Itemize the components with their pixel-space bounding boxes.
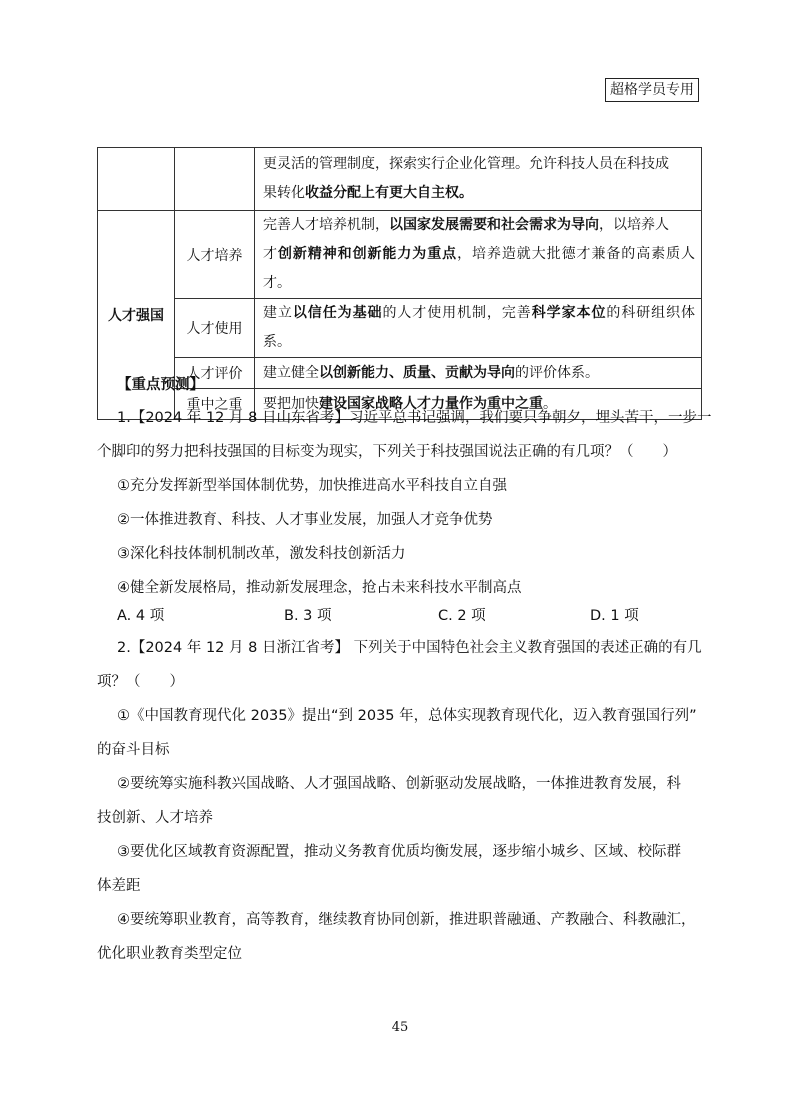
section-title: 【重点预测】: [117, 377, 204, 393]
q1-stem-line1: 1.【2024 年 12 月 8 日山东省考】习近平总书记强调，我们要只争朝夕，埋头苦干，一步一: [117, 410, 712, 426]
q2-item-line2: 技创新、人才培养: [97, 810, 213, 826]
cell-text: 要把加快: [263, 395, 319, 412]
cell-text: 更灵活的管理制度，探索实行企业化管理。允许科技人员在科技成: [263, 156, 669, 172]
cell-text: 才: [263, 246, 278, 262]
q2-item-line1: ④要统筹职业教育，高等教育，继续教育协同创新，推进职普融通、产教融合、科教融汇，: [117, 912, 696, 928]
q2-item-line1: ②要统筹实施科教兴国战略、人才强国战略、创新驱动发展战略，一体推进教育发展，科: [117, 776, 681, 792]
table-cell-empty: [175, 148, 255, 211]
row-label: 人才评价: [175, 358, 255, 389]
q1-item: ②一体推进教育、科技、人才事业发展，加强人才竞争优势: [117, 512, 493, 528]
option-c[interactable]: C. 2 项: [438, 608, 486, 624]
table-cell-content: [255, 148, 702, 211]
table-cell-content: [255, 358, 702, 389]
group-label-talent: 人才强国: [98, 211, 175, 420]
cell-text-bold: 。: [459, 185, 473, 201]
cell-text-bold: 以国家发展需要和社会需求为导向: [389, 217, 599, 233]
q2-item-line2: 优化职业教育类型定位: [97, 946, 242, 962]
cell-text-bold: 创新精神和创新能力为重点: [277, 246, 458, 262]
q2-stem-line2: 项？（ ）: [97, 674, 184, 690]
cell-text: 的评价体系。: [515, 364, 599, 381]
cell-text: 的科研组织体系。: [263, 305, 696, 350]
table-cell-empty: [98, 148, 175, 211]
row-label: 重中之重: [175, 389, 255, 420]
cell-text-bold: 以信任为基础: [292, 305, 383, 321]
q1-item: ④健全新发展格局，推动新发展理念，抢占未来科技水平制高点: [117, 580, 522, 596]
row-label: 人才使用: [175, 299, 255, 358]
q1-stem-line2: 个脚印的努力把科技强国的目标变为现实，下列关于科技强国说法正确的有几项？（ ）: [97, 444, 677, 460]
cell-text: ，以培养人: [599, 217, 669, 233]
cell-text: ，培养造就大批德才兼备的高素质人才。: [263, 246, 696, 291]
cell-text: 建立: [263, 305, 293, 321]
q2-item-line2: 的奋斗目标: [97, 742, 170, 758]
row-label: 人才培养: [175, 211, 255, 299]
cell-text-bold: 建设国家战略人才力量作为重中之重: [319, 395, 543, 412]
q2-stem-line1: 2.【2024 年 12 月 8 日浙江省考】 下列关于中国特色社会主义教育强国的表述正确的有几: [117, 640, 702, 656]
cell-text: 。: [543, 395, 557, 412]
q1-item: ①充分发挥新型举国体制优势，加快推进高水平科技自立自强: [117, 478, 507, 494]
cell-text-bold: 收益分配上有更大自主权: [305, 185, 459, 201]
cell-text: 果转化: [263, 185, 305, 201]
table-row: [98, 148, 702, 211]
member-only-tag: 超格学员专用: [605, 78, 699, 102]
cell-text: 建立健全: [263, 364, 319, 381]
option-d[interactable]: D. 1 项: [590, 608, 639, 624]
page-number: 45: [391, 1020, 409, 1035]
cell-text-bold: 科学家本位: [531, 305, 607, 321]
q1-item: ③深化科技体制机制改革，激发科技创新活力: [117, 546, 406, 562]
option-a[interactable]: A. 4 项: [117, 608, 165, 624]
table-row: [98, 299, 702, 358]
table-row: [98, 211, 702, 299]
q2-item-line1: ③要优化区域教育资源配置，推动义务教育优质均衡发展，逐步缩小城乡、区域、校际群: [117, 844, 681, 860]
table-cell-content: [255, 299, 702, 358]
option-b[interactable]: B. 3 项: [284, 608, 332, 624]
table-cell-content: [255, 211, 702, 299]
cell-text-bold: 以创新能力、质量、贡献为导向: [319, 364, 515, 381]
cell-text: 的人才使用机制，完善: [382, 305, 532, 321]
cell-text: 完善人才培养机制，: [263, 217, 389, 233]
q2-item-line1: ①《中国教育现代化 2035》提出“到 2035 年，总体实现教育现代化，迈入教育强国行列”: [117, 708, 697, 724]
q2-item-line2: 体差距: [97, 878, 141, 894]
